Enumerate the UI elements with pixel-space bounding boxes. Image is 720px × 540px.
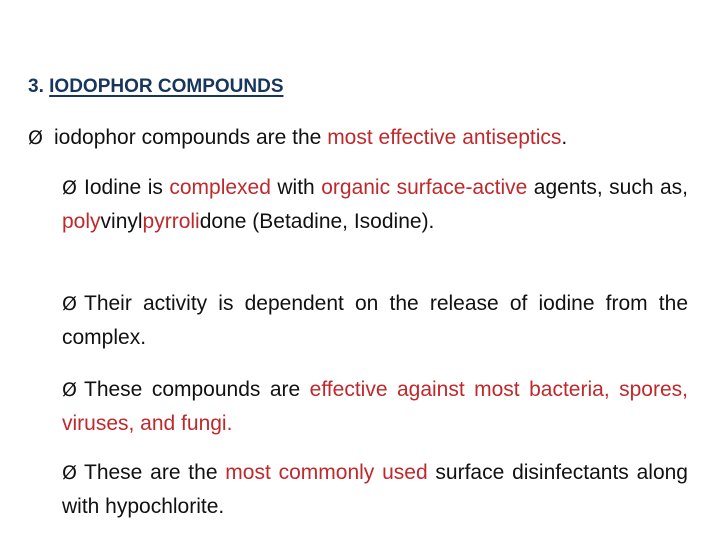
highlight-segment: most commonly used: [225, 461, 428, 484]
arrow-bullet-icon: Ø: [62, 177, 77, 199]
text-segment: Their activity is dependent on the release of iodine from the complex.: [62, 292, 688, 349]
arrow-bullet-icon: Ø: [62, 293, 77, 315]
main-bullet-highlight: most effective antiseptics: [327, 126, 562, 149]
text-segment: surface disinfectants along with hypochlorite.: [62, 461, 688, 518]
text-segment: with: [270, 176, 322, 199]
highlight-segment: effective against most bacteria, spores, viruses, and fungi.: [62, 378, 688, 435]
sub-bullet-complexing: [62, 171, 688, 239]
text-segment: These are the: [84, 461, 226, 484]
sub-bullet-common-use: [62, 456, 688, 524]
text-segment: done (Betadine, Isodine).: [199, 210, 435, 233]
sub-bullet-activity: [62, 287, 688, 355]
heading-number: 3.: [28, 76, 44, 97]
main-bullet-text: iodophor compounds are the: [54, 126, 328, 149]
highlight-segment: complexed: [169, 176, 271, 199]
highlight-segment: poly: [62, 210, 101, 233]
main-bullet-period: .: [561, 126, 568, 149]
heading-title: IODOPHOR COMPOUNDS: [49, 76, 284, 97]
highlight-segment: organic surface-active: [321, 176, 528, 199]
main-bullet: [28, 124, 708, 152]
highlight-segment: pyrroli: [142, 210, 200, 233]
arrow-bullet-icon: Ø: [62, 379, 77, 401]
text-segment: Iodine is: [84, 176, 170, 199]
text-segment: These compounds are: [84, 378, 310, 401]
sub-bullet-effective: [62, 373, 688, 441]
section-heading: [28, 76, 284, 98]
arrow-bullet-icon: Ø: [62, 462, 77, 484]
text-segment: agents, such as,: [527, 176, 688, 199]
text-segment: vinyl: [100, 210, 143, 233]
arrow-bullet-icon: Ø: [28, 127, 43, 149]
